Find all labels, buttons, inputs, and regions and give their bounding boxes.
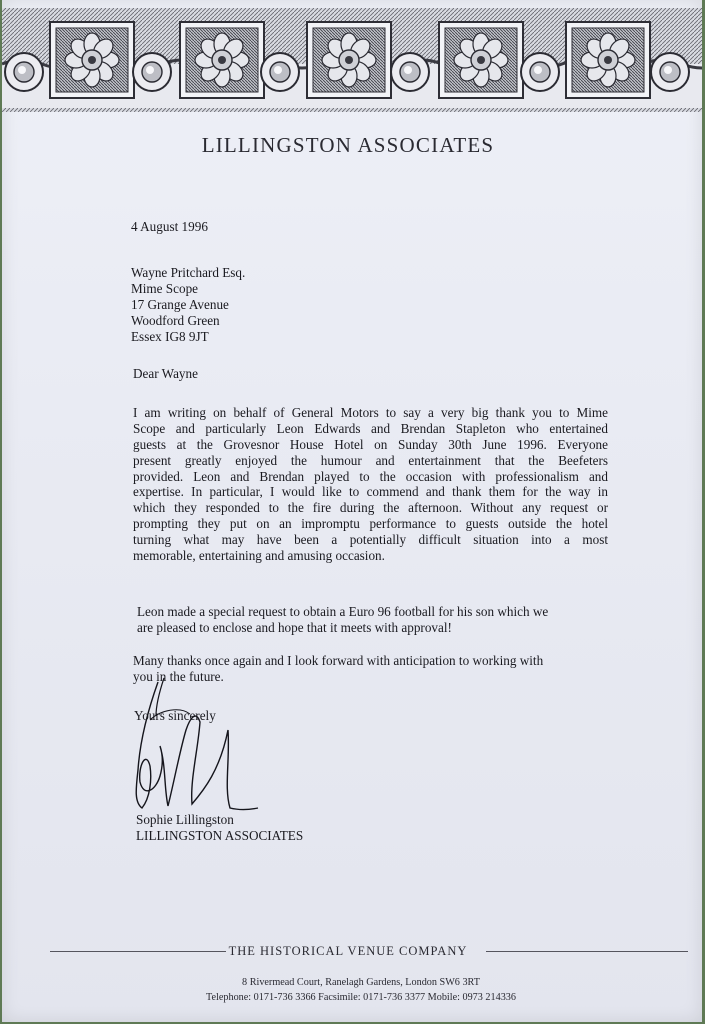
paragraph-line: Many thanks once again and I look forward with anticipation to working with bbox=[133, 653, 544, 668]
frieze-scroll-boss bbox=[521, 53, 559, 91]
recipient-line: Wayne Pritchard Esq. bbox=[131, 265, 246, 280]
paragraph-line: provided. Leon and Brendan played to the occasion with professionalism and bbox=[133, 468, 608, 484]
signatory-name: Sophie Lillingston bbox=[136, 812, 234, 827]
footer-company-name bbox=[2, 944, 694, 959]
paragraph-line: are pleased to enclose and hope that it meets with approval! bbox=[137, 619, 452, 635]
signatory-company: LILLINGSTON ASSOCIATES bbox=[136, 828, 304, 843]
recipient-address bbox=[131, 265, 245, 345]
paragraph-line: you in the future. bbox=[133, 668, 224, 684]
letter-page bbox=[2, 0, 702, 1022]
frieze-rose-tile bbox=[180, 22, 264, 98]
paragraph-line: present greatly enjoyed the humour and entertainment that the Beefeters bbox=[133, 452, 608, 468]
frieze-scroll-boss bbox=[5, 53, 43, 91]
frieze-scroll-boss bbox=[133, 53, 171, 91]
handwritten-signature bbox=[120, 670, 270, 820]
valediction: Yours sincerely bbox=[134, 708, 216, 723]
recipient-line: Mime Scope bbox=[131, 280, 199, 296]
recipient-line: Woodford Green bbox=[131, 312, 220, 328]
paragraph-line: turning what may have been a potentially difficult situation into a most bbox=[133, 532, 608, 548]
paragraph-line: I am writing on behalf of General Motors to say a very big thank you to Mime bbox=[133, 405, 608, 420]
recipient-line: 17 Grange Avenue bbox=[131, 296, 229, 312]
paragraph-line: guests at the Grovesnor House Hotel on Sunday 30th June 1996. Everyone bbox=[133, 436, 608, 452]
paragraph-line: which they responded to the fire during the afternoon. Without any request or bbox=[133, 500, 608, 516]
frieze-scroll-boss bbox=[391, 53, 429, 91]
frieze-rose-tile bbox=[50, 22, 134, 98]
paragraph-line: Leon made a special request to obtain a Euro 96 football for his son which we bbox=[137, 604, 549, 619]
salutation: Dear Wayne bbox=[133, 366, 198, 381]
paragraph-line: expertise. In particular, I would like to commend and thank them for the way in bbox=[133, 484, 608, 500]
frieze-rose-tile bbox=[566, 22, 650, 98]
frieze-rose-tile bbox=[439, 22, 523, 98]
letterhead-company-name: LILLINGSTON ASSOCIATES bbox=[201, 133, 495, 157]
body-paragraph-2 bbox=[137, 604, 548, 636]
paragraph-line: memorable, entertaining and amusing occasion. bbox=[133, 548, 385, 564]
paragraph-line: Scope and particularly Leon Edwards and Brendan Stapleton who entertained bbox=[133, 420, 608, 436]
letter-date: 4 August 1996 bbox=[131, 219, 208, 234]
frieze-rose-tile bbox=[307, 22, 391, 98]
footer-contact: Telephone: 0171-736 3366 Facsimile: 0171-736 3377 Mobile: 0973 214336 bbox=[206, 992, 516, 1003]
frieze-scroll-boss bbox=[261, 53, 299, 91]
recipient-line: Essex IG8 9JT bbox=[131, 328, 209, 344]
decorative-frieze bbox=[2, 8, 702, 112]
frieze-scroll-boss bbox=[651, 53, 689, 91]
paragraph-line: prompting they put on an impromptu performance to guests outside the hotel bbox=[133, 516, 608, 532]
footer-title-text: THE HISTORICAL VENUE COMPANY bbox=[226, 944, 471, 958]
footer-address: 8 Rivermead Court, Ranelagh Gardens, London SW6 3RT bbox=[242, 977, 480, 988]
body-paragraph-1 bbox=[133, 405, 608, 564]
